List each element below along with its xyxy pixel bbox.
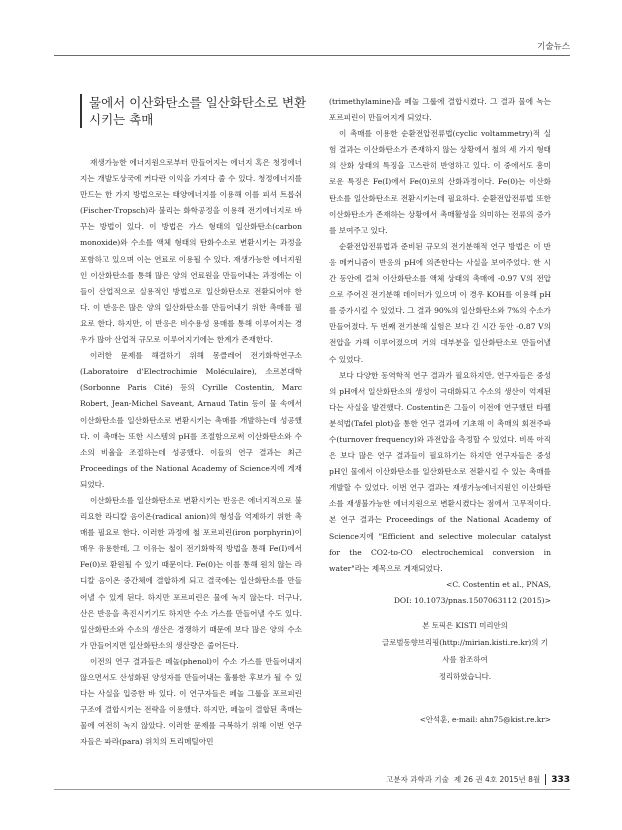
header-rule	[54, 55, 570, 56]
right-paragraph-1: (trimethylamine)을 페놀 그룹에 결합시켰다. 그 결과 물에 녹는 포르피린이 만들어지게 되었다.	[329, 97, 551, 123]
reference-line-1: <C. Costentin et al., PNAS,	[446, 579, 551, 589]
footer-separator	[545, 774, 546, 785]
source-line-2: 글로벌동향브리핑(http://mirian.kisti.re.kr)의 기사를 참조하여	[382, 637, 548, 664]
issue-info: 제 26 권 4호 2015년 8월	[453, 775, 541, 784]
right-paragraph-3: 순환전압전류법과 준비된 규모의 전기분해적 연구 방법은 이 반응 메커니즘이 반응의 pH에 의존한다는 사실을 보여주었다. 한 시간 동안에 걸쳐 이산화탄소를 액체 상태의 촉매에 -0.97 V의 전압으로 주어진 전기분해 데이터가 있으며 이 경우 KOH를 이용해 pH를 증가시킬 수 있었다. 그 결과 90%의 일산화탄소와 7%의 수소가 만들어졌다. 두 번째 전기분해 실험은 보다 긴 시간 동안 -0.87 V의 전압을 가해 이루어졌으며 거의 대부분을 일산화탄소로 만들어낼 수 있었다.	[329, 241, 551, 364]
journal-name: 고분자 과학과 기술	[386, 775, 449, 784]
right-column	[329, 94, 551, 728]
left-paragraph-3: 이산화탄소를 일산화탄소로 변환시키는 반응은 에너지적으로 불리요한 라디칼 음이온(radical anion)의 형성을 억제하기 위한 촉매를 필요로 한다. 이러한 과정에 철 포르피린(iron porphyrin)이 매우 유용한데, 그 이유는 철이 전기화학적 방법을 통해 Fe(I)에서 Fe(0)로 환원될 수 있기 때문이다. Fe(0)는 이를 통해 원치 않는 라디칼 음이온 중간체에 결합하게 되고 결국에는 일산화탄소를 만들어낼 수 있게 된다. 하지만 포르피린은 물에 녹지 않는다. 더구나, 산은 반응을 촉진시키기도 하지만 수소 가스를 만들어낼 수도 있다. 일산화탄소와 수소의 생산은 경쟁하기 때문에 보다 많은 양의 수소가 만들어지면 일산화탄소의 생산량은 줄어든다.	[80, 495, 302, 650]
source-line-1: 본 토픽은 KISTI 미리안의	[422, 620, 508, 630]
left-paragraph-4: 이전의 연구 결과들은 페놀(phenol)이 수소 가스를 만들어내지 않으면서도 산성화된 양성자를 만들어내는 훌륭한 후보가 될 수 있다는 사실을 입증한 바 있다. 이 연구자들은 페놀 그룹을 포르피린 구조에 결합시키는 전략을 이용했다. 하지만, 페놀이 결합된 촉매는 물에 여전히 녹지 않았다. 이러한 문제를 극복하기 위해 이번 연구자들은 파라(para) 위치의 트리메틸아민	[80, 656, 302, 747]
article-title: 물에서 이산화탄소를 일산화탄소로 변환시키는 촉매	[80, 94, 311, 128]
reference	[329, 577, 551, 609]
footer-rule	[54, 789, 570, 790]
left-column	[80, 155, 302, 750]
source-line-3: 정리하였습니다.	[438, 671, 492, 681]
source-note	[329, 617, 551, 685]
right-paragraph-4: 보다 다양한 동역학적 연구 결과가 필요하지만, 연구자들은 중성의 pH에서 일산화탄소의 생성이 극대화되고 수소의 생산이 억제된다는 사실을 발견했다. Costentin은 그들이 이전에 연구했던 타펠분석법(Tafel plot)을 통한 연구 결과에 기초해 이 촉매의 회전주파수(turnover frequency)와 과전압을 측정할 수 있었다. 비록 아직은 보다 많은 연구 결과들이 필요하기는 하지만 연구자들은 중성 pH인 물에서 이산화탄소를 일산화탄소로 전환시킬 수 있는 촉매를 개발할 수 있었다. 이번 연구 결과는 재생가능에너지원인 이산화탄소를 재생불가능한 에너지원으로 변환시켰다는 점에서 고무적이다. 본 연구 결과는 Proceedings of the National Academy of Science지에 "Efficient and selective molecular catalyst for the CO2-to-CO electrochemical conversion in water"라는 제목으로 게재되었다.	[329, 370, 552, 573]
reference-line-2: DOI: 10.1073/pnas.1507063112 (2015)>	[393, 595, 551, 605]
page-number: 333	[551, 774, 570, 785]
page-footer	[386, 774, 570, 785]
author-credit: <안석훈, e-mail: ahn75@kist.re.kr>	[419, 714, 551, 724]
right-paragraph-2: 이 촉매를 이용한 순환전압전류법(cyclic voltammetry)적 실험 결과는 이산화탄소가 존재하지 않는 상황에서 철의 세 가지 형태의 산화 상태의 특징을 고스란히 반영하고 있다. 이 중에서도 흥미로운 특징은 Fe(I)에서 Fe(0)로의 산화과정이다. Fe(0)는 이산화탄소를 일산화탄소로 전환시키는데 필요하다. 순환전압전류법 또한 이산화탄소가 존재하는 상황에서 촉매활성을 의미하는 전류의 증가를 보여주고 있다.	[329, 129, 551, 235]
left-paragraph-1: 재생가능한 에너지원으로부터 만들어지는 에너지 혹은 청정에너지는 개발도상국에 커다란 이익을 가져다 줄 수 있다. 청정에너지를 만드는 한 가지 방법으로는 태양에너지를 이용해 이를 피셔 트롭쉬(Fischer-Tropsch)라 불리는 화학공정을 이용해 전기에너지로 바꾸는 방법이 있다. 이 방법은 가스 형태의 일산화탄소(carbon monoxide)와 수소를 액체 형태의 탄화수소로 변환시키는 과정을 포함하고 있으며 이는 연료로 이용될 수 있다. 재생가능한 에너지원인 이산화탄소를 통해 많은 양의 연료원을 만들어내는 과정에는 이들이 산업적으로 실용적인 방법으로 일산화탄소로 전환되어야 한다. 이 반응은 많은 양의 일산화탄소를 만들어내기 위한 촉매를 필요로 한다. 하지만, 이 반응은 비수용성 용매를 통해 이루어지는 경우가 많아 산업적 규모로 이루어지기에는 한계가 존재한다.	[80, 158, 302, 345]
section-label: 기술뉴스	[537, 42, 570, 52]
left-paragraph-2: 이러한 문제를 해결하기 위해 몽클레어 전기화학연구소(Laboratoire d'Electrochimie Moléculaire), 소르본대학(Sorbonne Paris Cité) 등의 Cyrille Costentin, Marc Robert, Jean-Michel Saveant, Arnaud Tatin 등이 물 속에서 이산화탄소를 일산화탄소로 변환시키는 촉매를 개발하는데 성공했다. 이 촉매는 또한 시스템의 pH를 조절함으로써 이산화탄소와 수소의 비율을 조절하는데 성공했다. 이들의 연구 결과는 최근 Proceedings of the National Academy of Science지에 게재되었다.	[80, 351, 302, 489]
